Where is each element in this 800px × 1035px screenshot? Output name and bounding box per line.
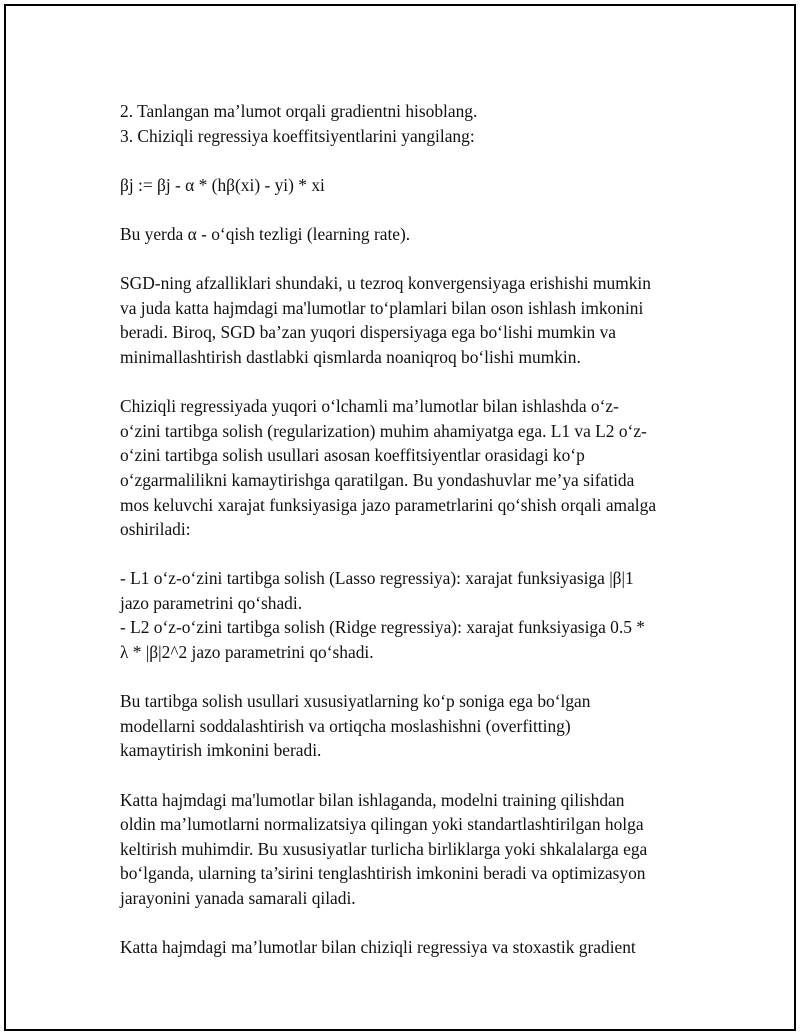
paragraph-gap: [120, 665, 710, 690]
steps-list: [120, 99, 710, 148]
text-line: Bu tartibga solish usullari xususiyatlarning ko‘p soniga ega bo‘lgan: [120, 691, 591, 712]
sgd-advantages-paragraph: [120, 271, 710, 369]
document-body: [120, 99, 710, 960]
paragraph-gap: [120, 911, 710, 936]
text-line: 2. Tanlangan ma’lumot orqali gradientni hisoblang.: [120, 101, 478, 121]
overfitting-paragraph: [120, 689, 710, 763]
text-line: - L1 o‘z-o‘zini tartibga solish (Lasso regressiya): xarajat funksiyasiga |β|1: [120, 568, 634, 589]
text-line: kamaytirish imkonini beradi.: [120, 740, 322, 761]
text-line: jazo parametrini qo‘shadi.: [120, 592, 303, 613]
text-line: λ * |β|2^2 jazo parametrini qo‘shadi.: [120, 642, 374, 663]
paragraph-gap: [120, 370, 710, 395]
text-line: o‘zini tartibga solish usullari asosan koeffitsiyentlar orasidagi ko‘p: [120, 445, 585, 466]
text-line: Chiziqli regressiyada yuqori o‘lchamli ma’lumotlar bilan ishlashda o‘z-: [120, 396, 619, 417]
text-line: oshiriladi:: [120, 519, 191, 540]
paragraph-gap: [120, 197, 710, 222]
paragraph-gap: [120, 148, 710, 173]
text-line: SGD-ning afzalliklari shundaki, u tezroq konvergensiyaga erishishi mumkin: [120, 273, 651, 294]
text-line: - L2 o‘z-o‘zini tartibga solish (Ridge regressiya): xarajat funksiyasiga 0.5 *: [120, 617, 645, 638]
text-line: modellarni soddalashtirish va ortiqcha moslashishni (overfitting): [120, 715, 571, 736]
paragraph-gap: [120, 542, 710, 567]
text-line: jarayonini yanada samarali qiladi.: [120, 888, 356, 908]
text-line: o‘zini tartibga solish (regularization) muhim ahamiyatga ega. L1 va L2 o‘z-: [120, 420, 647, 441]
regularization-paragraph: [120, 394, 710, 542]
text-line: minimallashtirish dastlabki qismlarda noaniqroq bo‘lishi mumkin.: [120, 346, 581, 367]
update-formula: [120, 173, 710, 198]
text-line: beradi. Biroq, SGD ba’zan yuqori dispersiyaga ega bo‘lishi mumkin va: [120, 322, 617, 343]
text-line: Katta hajmdagi ma’lumotlar bilan chiziqli regressiya va stoxastik gradient: [120, 937, 636, 958]
closing-paragraph: [120, 935, 710, 960]
regularization-list: [120, 566, 710, 664]
paragraph-gap: [120, 247, 710, 272]
text-line: mos keluvchi xarajat funksiyasiga jazo parametrlarini qo‘shish orqali amalga: [120, 494, 657, 515]
text-line: o‘zgarmalilikni kamaytirishga qaratilgan. Bu yondashuvlar me’ya sifatida: [120, 469, 635, 490]
text-line: oldin ma’lumotlarni normalizatsiya qilingan yoki standartlashtirilgan holga: [120, 814, 644, 835]
text-line: bo‘lganda, ularning ta’sirini tenglashtirish imkonini beradi va optimizasyon: [120, 863, 646, 884]
text-line: βj := βj - α * (hβ(xi) - yi) * xi: [120, 174, 325, 195]
text-line: va juda katta hajmdagi ma'lumotlar to‘plamlari bilan oson ishlash imkonini: [120, 297, 644, 318]
text-line: keltirish muhimdir. Bu xususiyatlar turlicha birliklarga yoki shkalalarga ega: [120, 838, 648, 859]
normalization-paragraph: [120, 788, 710, 911]
text-line: Bu yerda α - o‘qish tezligi (learning rate).: [120, 223, 411, 244]
text-line: Katta hajmdagi ma'lumotlar bilan ishlaganda, modelni training qilishdan: [120, 789, 625, 810]
text-line: 3. Chiziqli regressiya koeffitsiyentlarini yangilang:: [120, 125, 475, 146]
learning-rate-note: [120, 222, 710, 247]
page-frame: [4, 4, 796, 1031]
paragraph-gap: [120, 763, 710, 788]
